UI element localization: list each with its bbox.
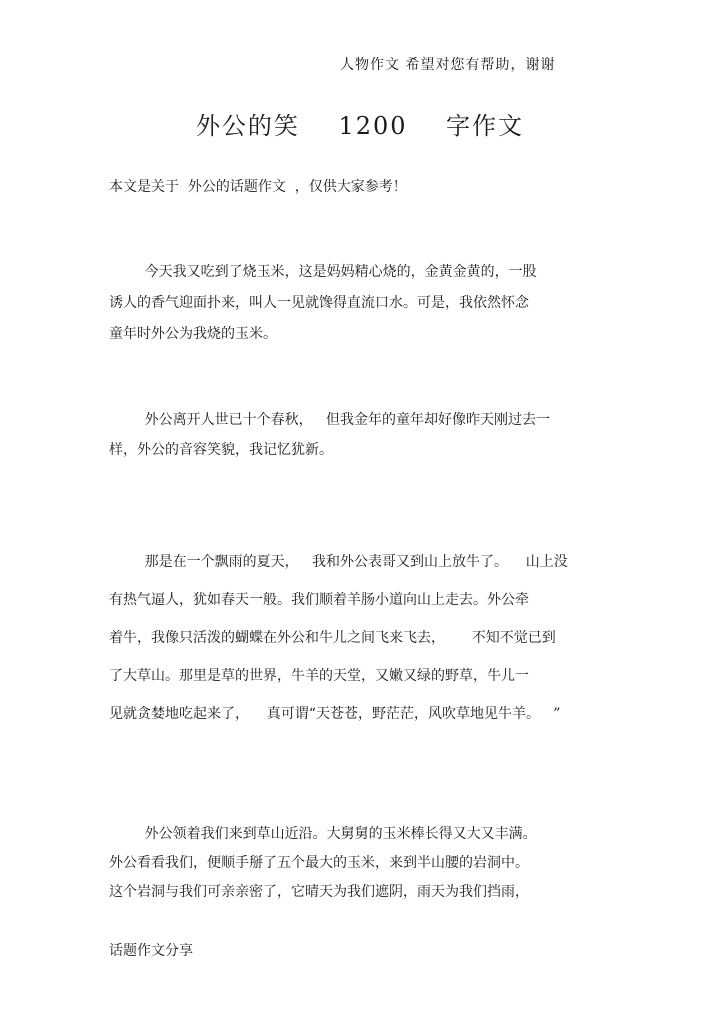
header-note: 人物作文 希望对您有帮助，谢谢 bbox=[340, 57, 556, 73]
paragraph-line: 今天我又吃到了烧玉米，这是妈妈精心烧的，金黄金黄的，一股 bbox=[109, 264, 537, 280]
page-title: 外公的笑 1200 字作文 bbox=[195, 112, 525, 140]
paragraph-line: 见就贪婪地吃起来了， 真可谓“天苍苍，野茫茫，风吹草地见牛羊。 ” bbox=[109, 706, 561, 722]
paragraph-2 bbox=[109, 405, 609, 465]
paragraph-1 bbox=[109, 257, 609, 350]
paragraph-line: 了大草山。那里是草的世界，牛羊的天堂，又嫩又绿的野草，牛儿一 bbox=[109, 668, 529, 684]
paragraph-line: 有热气逼人，犹如春天一般。我们顺着羊肠小道向山上走去。外公牵 bbox=[109, 592, 529, 608]
paragraph-line: 外公领着我们来到草山近沿。大舅舅的玉米棒长得又大又丰满。 bbox=[109, 826, 537, 842]
paragraph-line: 着牛，我像只活泼的蝴蝶在外公和牛儿之间飞来飞去， 不知不觉已到 bbox=[109, 630, 556, 646]
intro-line: 本文是关于 外公的话题作文 ，仅供大家参考！ bbox=[109, 179, 407, 195]
paragraph-3 bbox=[109, 543, 609, 733]
paragraph-line: 样，外公的音容笑貌，我记忆犹新。 bbox=[109, 442, 333, 458]
paragraph-line: 那是在一个飘雨的夏天， 我和外公表哥又到山上放牛了。 山上没 bbox=[109, 554, 568, 570]
footer-label: 话题作文分享 bbox=[109, 943, 193, 959]
paragraph-line: 这个岩洞与我们可亲亲密了，它晴天为我们遮阴，雨天为我们挡雨， bbox=[109, 884, 529, 900]
paragraph-line: 诱人的香气迎面扑来，叫人一见就馋得直流口水。可是，我依然怀念 bbox=[109, 295, 529, 311]
paragraph-line: 外公离开人世已十个春秋， 但我金年的童年却好像昨天刚过去一 bbox=[109, 412, 550, 428]
paragraph-line: 童年时外公为我烧的玉米。 bbox=[109, 326, 277, 342]
paragraph-4 bbox=[109, 820, 609, 907]
paragraph-line: 外公看看我们，便顺手掰了五个最大的玉米，来到半山腰的岩洞中。 bbox=[109, 855, 529, 871]
